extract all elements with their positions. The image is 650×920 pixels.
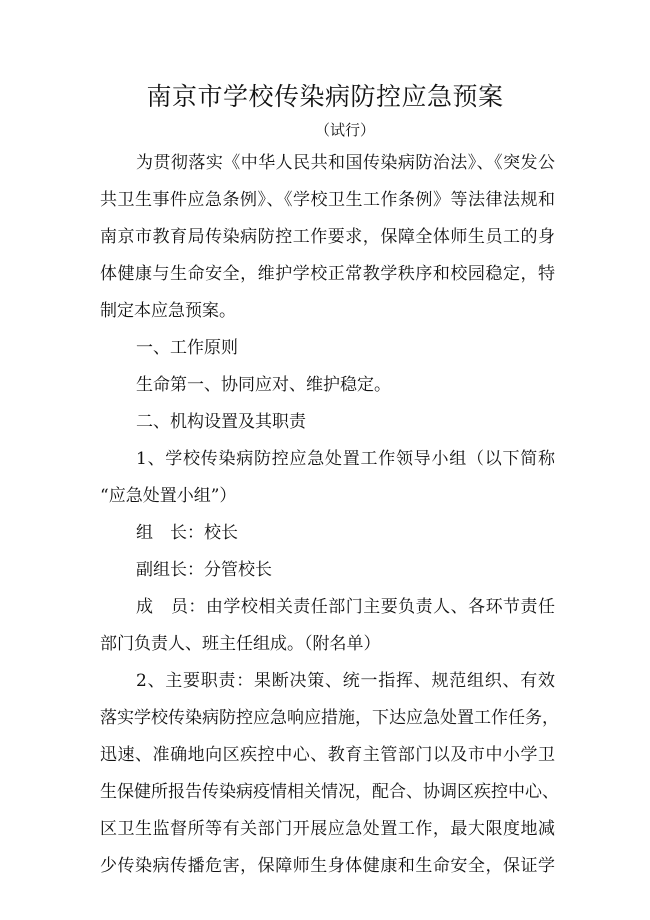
paragraph-line: 共卫生事件应急条例》、《学校卫生工作条例》等法律法规和 (100, 190, 555, 210)
paragraph-line: 落实学校传染病防控应急响应措施，下达应急处置工作任务， (100, 708, 559, 728)
paragraph-line: 1、学校传染病防控应急处置工作领导小组（以下简称 (136, 449, 555, 469)
paragraph-line: 制定本应急预案。 (100, 301, 236, 321)
paragraph-line: 部门负责人、班主任组成。（附名单） (100, 634, 381, 654)
document-subtitle: （试行） (314, 121, 375, 139)
paragraph-line: 为贯彻落实《中华人民共和国传染病防治法》、《突发公 (136, 153, 555, 173)
paragraph-line: 成 员：由学校相关责任部门主要负责人、各环节责任 (136, 597, 555, 617)
paragraph-line: 少传染病传播危害，保障师生身体健康和生命安全，保证学 (100, 856, 555, 876)
paragraph-line: 组 长：校长 (136, 523, 238, 543)
paragraph-line: 生命第一、协同应对、维护稳定。 (136, 375, 391, 395)
paragraph-line: 体健康与生命安全，维护学校正常教学秩序和校园稳定，特 (100, 264, 555, 284)
paragraph-line: 生保健所报告传染病疫情相关情况，配合、协调区疾控中心、 (100, 782, 559, 802)
paragraph-line: 迅速、准确地向区疾控中心、教育主管部门以及市中小学卫 (100, 745, 555, 765)
paragraph-line: “应急处置小组”） (100, 486, 237, 506)
paragraph-line: 副组长：分管校长 (136, 560, 272, 580)
document-title: 南京市学校传染病防控应急预案 (146, 82, 504, 111)
section-heading: 一、工作原则 (136, 338, 238, 358)
paragraph-line: 南京市教育局传染病防控工作要求，保障全体师生员工的身 (100, 227, 555, 247)
paragraph-line: 区卫生监督所等有关部门开展应急处置工作，最大限度地减 (100, 819, 555, 839)
paragraph-line: 2、主要职责：果断决策、统一指挥、规范组织、有效 (136, 671, 555, 691)
section-heading: 二、机构设置及其职责 (136, 412, 306, 432)
